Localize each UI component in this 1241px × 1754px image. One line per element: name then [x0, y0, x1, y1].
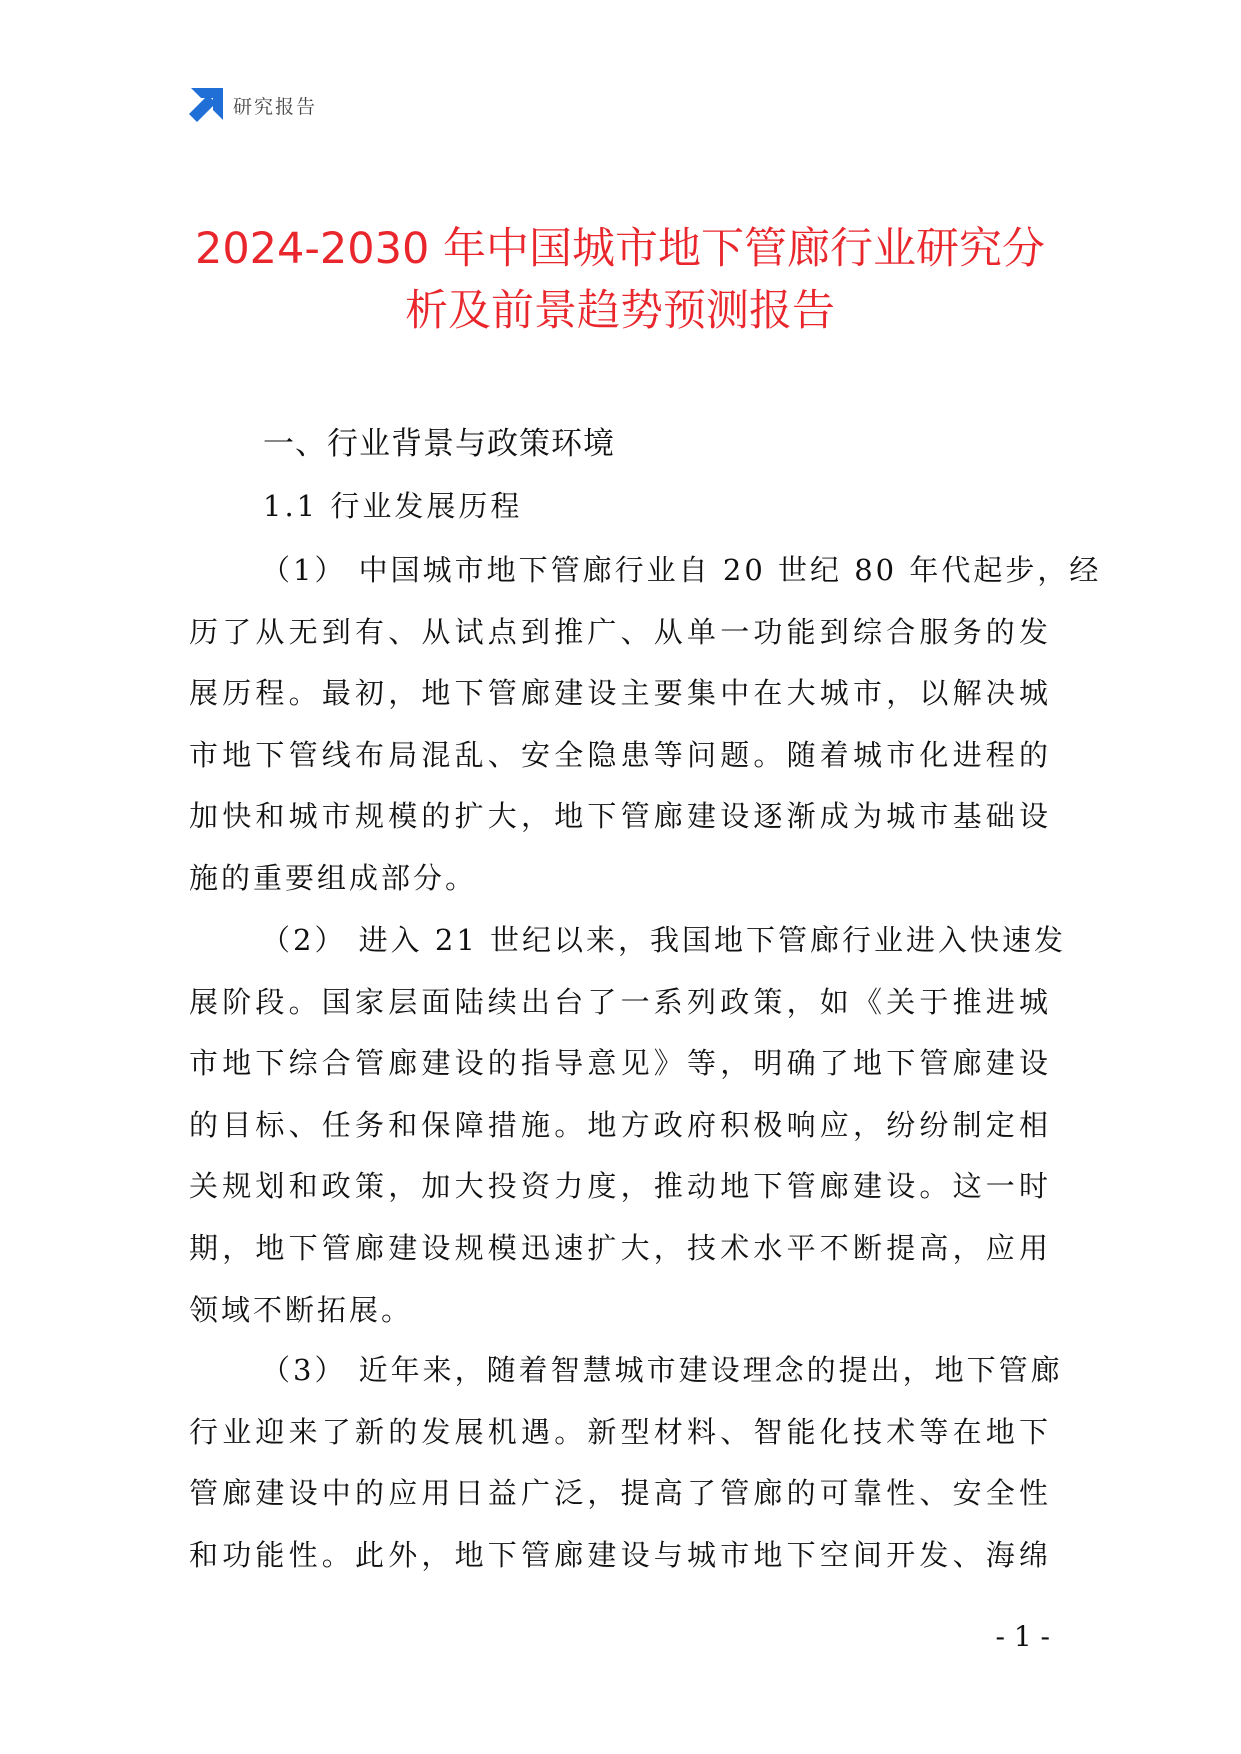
page-number: - 1 - [995, 1620, 1050, 1653]
paragraph-line: 历了从无到有、从试点到推广、从单一功能到综合服务的发 [189, 614, 1051, 649]
paragraph-2 [189, 910, 1067, 1341]
paragraph-line: 展阶段。国家层面陆续出台了一系列政策，如《关于推进城 [189, 984, 1051, 1019]
paragraph-line: （2） 进入 21 世纪以来，我国地下管廊行业进入快速发 [261, 923, 1067, 957]
title-line-1: 2024-2030 年中国城市地下管廊行业研究分 [194, 224, 1046, 274]
paragraph-3 [189, 1340, 1063, 1586]
header-label: 研究报告 [233, 95, 318, 118]
report-header [189, 88, 317, 122]
paragraph-1 [189, 540, 1102, 910]
paragraph-line: 施的重要组成部分。 [189, 860, 478, 895]
arrow-logo-icon [189, 88, 223, 122]
paragraph-line: 管廊建设中的应用日益广泛，提高了管廊的可靠性、安全性 [189, 1476, 1051, 1511]
title-line-2: 析及前景趋势预测报告 [405, 286, 835, 336]
paragraph-line: （3） 近年来，随着智慧城市建设理念的提出，地下管廊 [261, 1353, 1063, 1387]
paragraph-line: 关规划和政策，加大投资力度，推动地下管廊建设。这一时 [189, 1169, 1051, 1204]
paragraph-line: 市地下综合管廊建设的指导意见》等，明确了地下管廊建设 [189, 1046, 1051, 1081]
paragraph-line: 加快和城市规模的扩大，地下管廊建设逐渐成为城市基础设 [189, 799, 1051, 834]
report-title [150, 218, 1090, 342]
paragraph-line: 和功能性。此外，地下管廊建设与城市地下空间开发、海绵 [189, 1537, 1051, 1572]
paragraph-line: 行业迎来了新的发展机遇。新型材料、智能化技术等在地下 [189, 1414, 1051, 1449]
subsection-heading: 1.1 行业发展历程 [263, 489, 523, 523]
paragraph-line: （1） 中国城市地下管廊行业自 20 世纪 80 年代起步，经 [261, 553, 1102, 587]
section-heading: 一、行业背景与政策环境 [263, 426, 615, 462]
paragraph-line: 期，地下管廊建设规模迅速扩大，技术水平不断提高，应用 [189, 1230, 1051, 1265]
paragraph-line: 展历程。最初，地下管廊建设主要集中在大城市，以解决城 [189, 676, 1051, 711]
paragraph-line: 市地下管线布局混乱、安全隐患等问题。随着城市化进程的 [189, 737, 1051, 772]
paragraph-line: 领域不断拓展。 [189, 1292, 414, 1327]
paragraph-line: 的目标、任务和保障措施。地方政府积极响应，纷纷制定相 [189, 1107, 1051, 1142]
